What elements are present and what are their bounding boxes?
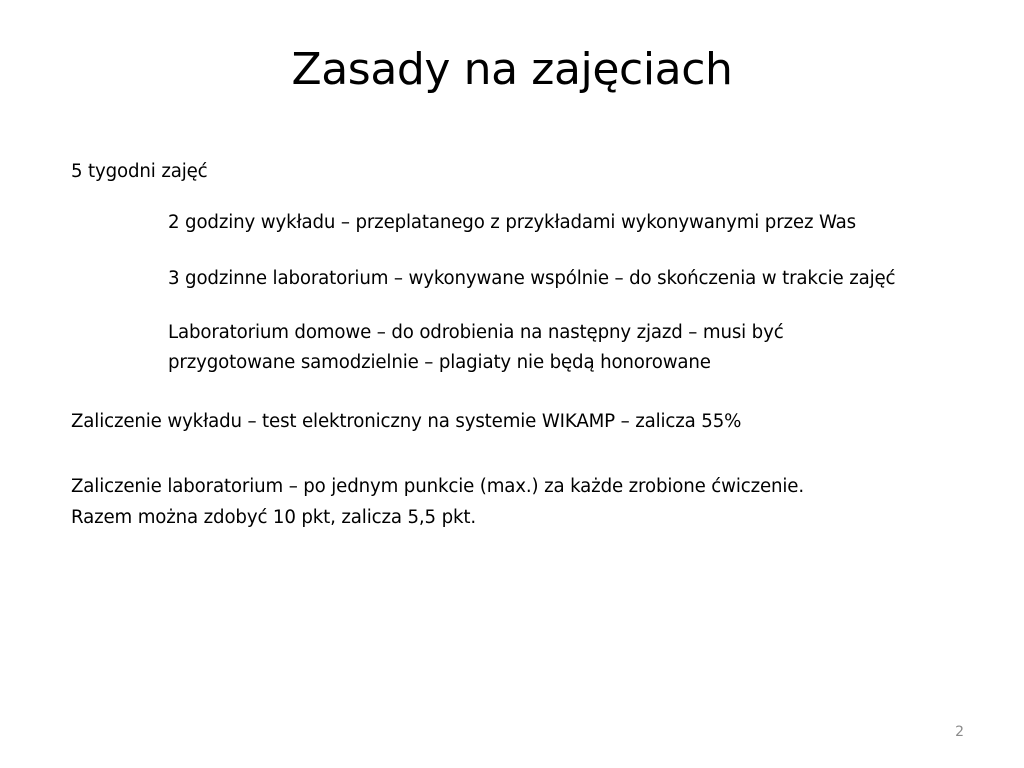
home-lab-text-line-2: przygotowane samodzielnie – plagiaty nie będą honorowane [168, 352, 711, 373]
slide-page-number: 2 [955, 724, 964, 740]
home-lab-text-line-1: Laboratorium domowe – do odrobienia na następny zjazd – musi być [168, 322, 784, 343]
lecture-pass-criteria-text: Zaliczenie wykładu – test elektroniczny na systemie WIKAMP – zalicza 55% [71, 411, 742, 432]
laboratory-session-text: 3 godzinne laboratorium – wykonywane wspólnie – do skończenia w trakcie zajęć [168, 268, 896, 289]
lab-pass-criteria-line-1: Zaliczenie laboratorium – po jednym punkcie (max.) za każde zrobione ćwiczenie. [71, 476, 804, 497]
course-duration-text: 5 tygodni zajęć [71, 161, 208, 182]
lab-pass-criteria-line-2: Razem można zdobyć 10 pkt, zalicza 5,5 pkt. [71, 507, 476, 528]
slide-title: Zasady na zajęciach [291, 44, 733, 95]
lecture-hours-text: 2 godziny wykładu – przeplatanego z przykładami wykonywanymi przez Was [168, 212, 856, 233]
